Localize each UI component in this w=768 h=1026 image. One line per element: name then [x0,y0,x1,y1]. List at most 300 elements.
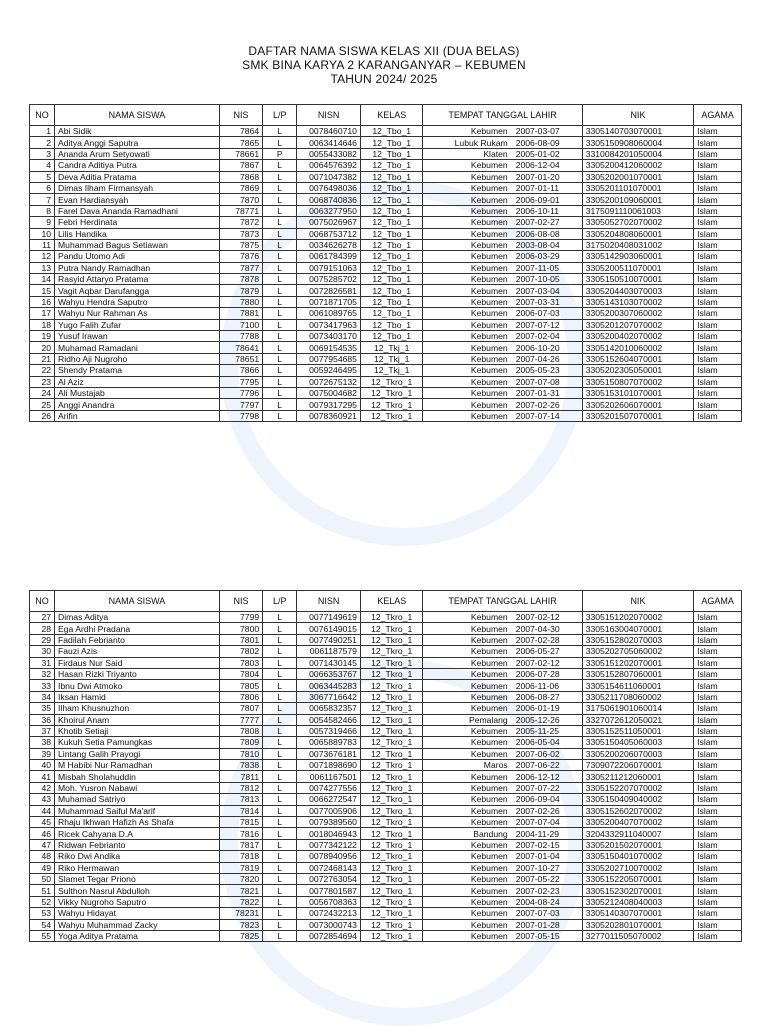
cell-no: 50 [30,873,55,884]
title-line-3: TAHUN 2024/ 2025 [330,72,438,86]
cell-nisn: 0064576392 [297,160,361,171]
cell-kelas: 12_Tbo_1 [360,182,423,193]
cell-nis: 7876 [219,251,262,262]
cell-lp: L [263,885,297,896]
cell-no: 51 [30,885,55,896]
cell-nama-siswa: Wahyu Nur Rahman As [55,308,220,319]
cell-tempat-lahir: Pemalang [423,714,512,725]
cell-nama-siswa: Muhamad Satriyo [55,794,220,805]
cell-lp: L [263,805,297,816]
cell-nis: 7796 [219,387,262,398]
cell-nik: 3305143103070002 [582,296,693,307]
cell-nik: 3305150510070001 [582,274,693,285]
cell-kelas: 12_Tkro_1 [360,691,423,702]
cell-nik: 3305140703070001 [582,126,693,137]
cell-nama-siswa: Ilham Khusnuzhon [55,703,220,714]
cell-nis: 7816 [219,828,262,839]
cell-no: 27 [30,612,55,623]
cell-nik: 3310084201050004 [582,148,693,159]
cell-lp: L [263,410,297,421]
cell-nisn: 0072468143 [297,862,361,873]
cell-lp: L [263,308,297,319]
cell-kelas: 12_Tbo_1 [360,228,423,239]
cell-nisn: 0065832357 [297,703,361,714]
cell-nik: 3305202001070001 [582,171,693,182]
cell-tempat-lahir: Kebumen [423,228,512,239]
cell-no: 55 [30,930,55,941]
col-no-header: NO [30,105,55,126]
cell-kelas: 12_Tkro_1 [360,851,423,862]
cell-lp: L [263,387,297,398]
cell-tempat-lahir: Kebumen [423,885,512,896]
cell-no: 11 [30,239,55,250]
table-row [30,342,742,353]
cell-agama: Islam [694,331,742,342]
cell-no: 9 [30,217,55,228]
cell-tempat-lahir: Kebumen [423,668,512,679]
col-lp-header: L/P [263,591,297,612]
cell-nik: 3305202606070001 [582,399,693,410]
cell-nama-siswa: Farel Dava Ananda Ramadhani [55,205,220,216]
table-row [30,262,742,273]
table-row [30,228,742,239]
cell-nama-siswa: Rasyid Attaryo Pratama [55,274,220,285]
cell-lp: L [263,714,297,725]
cell-tempat-lahir: Kebumen [423,782,512,793]
cell-nik: 3305153101070001 [582,387,693,398]
cell-nis: 7820 [219,873,262,884]
cell-nama-siswa: M Habibi Nur Ramadhan [55,760,220,771]
cell-tempat-lahir: Kebumen [423,873,512,884]
cell-kelas: 12_Tkro_1 [360,668,423,679]
cell-lp: L [263,896,297,907]
cell-agama: Islam [694,657,742,668]
cell-nis: 7808 [219,725,262,736]
cell-kelas: 12_Tkro_1 [360,930,423,941]
cell-nis: 7805 [219,680,262,691]
cell-no: 41 [30,771,55,782]
cell-agama: Islam [694,251,742,262]
cell-nama-siswa: Wahyu Muhammad Zacky [55,919,220,930]
col-kelas-header: KELAS [360,591,423,612]
student-table-2 [29,590,742,942]
table-row [30,410,742,421]
cell-agama: Islam [694,930,742,941]
cell-tanggal-lahir: 2007-01-20 [512,171,583,182]
cell-nama-siswa: Kukuh Setia Pamungkas [55,737,220,748]
cell-nama-siswa: Shendy Pratama [55,365,220,376]
cell-agama: Islam [694,274,742,285]
cell-nis: 7870 [219,194,262,205]
cell-nis: 78771 [219,205,262,216]
cell-nisn: 0077490251 [297,634,361,645]
cell-tanggal-lahir: 2004-11-29 [512,828,583,839]
cell-lp: L [263,862,297,873]
cell-nis: 7809 [219,737,262,748]
cell-tanggal-lahir: 2007-02-23 [512,885,583,896]
cell-agama: Islam [694,182,742,193]
cell-nama-siswa: Ali Mustajab [55,387,220,398]
table-header-row [30,591,742,612]
cell-tempat-lahir: Kebumen [423,160,512,171]
cell-nisn: 0074277556 [297,782,361,793]
cell-nik: 3305201502070001 [582,839,693,850]
cell-lp: L [263,262,297,273]
col-nama-siswa-header: NAMA SISWA [55,591,220,612]
cell-nisn: 0071047382 [297,171,361,182]
title-line-1: DAFTAR NAMA SISWA KELAS XII (DUA BELAS) [248,44,520,58]
cell-no: 49 [30,862,55,873]
cell-lp: L [263,817,297,828]
cell-lp: L [263,623,297,634]
cell-kelas: 12_Tbo_1 [360,319,423,330]
cell-kelas: 12_Tkro_1 [360,657,423,668]
cell-nisn: 0079317295 [297,399,361,410]
cell-no: 16 [30,296,55,307]
cell-lp: L [263,612,297,623]
cell-kelas: 12_Tbo_1 [360,262,423,273]
cell-lp: L [263,399,297,410]
cell-nama-siswa: Riko Hermawan [55,862,220,873]
cell-nama-siswa: Muhammad Saiful Ma'arif [55,805,220,816]
table-row [30,930,742,941]
cell-tempat-lahir: Kebumen [423,205,512,216]
cell-lp: L [263,376,297,387]
cell-nama-siswa: Ricek Cahyana D.A [55,828,220,839]
cell-tempat-lahir: Kebumen [423,862,512,873]
cell-nama-siswa: Febri Herdinata [55,217,220,228]
cell-tempat-lahir: Kebumen [423,308,512,319]
table-row [30,205,742,216]
cell-nik: 3305152802070003 [582,634,693,645]
cell-nama-siswa: Moh. Yusron Nabawi [55,782,220,793]
cell-lp: L [263,228,297,239]
table-row [30,182,742,193]
cell-nama-siswa: Wahyu Hidayat [55,908,220,919]
cell-tanggal-lahir: 2006-07-28 [512,668,583,679]
cell-kelas: 12_Tbo_1 [360,308,423,319]
cell-nama-siswa: Muhammad Bagus Setiawan [55,239,220,250]
cell-nis: 7811 [219,771,262,782]
cell-nik: 3175091110061003 [582,205,693,216]
cell-agama: Islam [694,668,742,679]
cell-tempat-lahir: Kebumen [423,331,512,342]
cell-tempat-lahir: Kebumen [423,691,512,702]
cell-agama: Islam [694,828,742,839]
table-row [30,782,742,793]
cell-nisn: 0068753712 [297,228,361,239]
cell-agama: Islam [694,160,742,171]
cell-nama-siswa: Iksan Hamid [55,691,220,702]
cell-lp: L [263,126,297,137]
cell-nisn: 0072763054 [297,873,361,884]
cell-tempat-lahir: Kebumen [423,399,512,410]
cell-nik: 3305204403070003 [582,285,693,296]
cell-nama-siswa: Ananda Arum Setyowati [55,148,220,159]
cell-nik: 3305212408040003 [582,896,693,907]
table-row [30,376,742,387]
cell-tanggal-lahir: 2006-05-27 [512,646,583,657]
cell-lp: L [263,160,297,171]
cell-nik: 3305154611060001 [582,680,693,691]
cell-tempat-lahir: Kebumen [423,817,512,828]
cell-lp: L [263,908,297,919]
cell-nik: 3277011505070002 [582,930,693,941]
cell-tanggal-lahir: 2007-01-11 [512,182,583,193]
table-row [30,623,742,634]
cell-tempat-lahir: Kebumen [423,737,512,748]
cell-no: 36 [30,714,55,725]
cell-kelas: 12_Tbo_1 [360,239,423,250]
cell-no: 17 [30,308,55,319]
cell-nik: 3305150409040002 [582,794,693,805]
cell-nis: 7819 [219,862,262,873]
cell-nisn: 0071430145 [297,657,361,668]
cell-no: 4 [30,160,55,171]
cell-nisn: 0072675132 [297,376,361,387]
cell-nama-siswa: Pandu Utomo Adi [55,251,220,262]
cell-nisn: 0066353767 [297,668,361,679]
cell-agama: Islam [694,217,742,228]
cell-lp: L [263,274,297,285]
cell-nisn: 0077954685 [297,353,361,364]
cell-nik: 3305140307070001 [582,908,693,919]
cell-agama: Islam [694,794,742,805]
cell-nisn: 0065889783 [297,737,361,748]
cell-tempat-lahir: Kebumen [423,680,512,691]
cell-no: 54 [30,919,55,930]
cell-tanggal-lahir: 2006-11-06 [512,680,583,691]
cell-kelas: 12_Tkj_1 [360,342,423,353]
cell-agama: Islam [694,308,742,319]
cell-kelas: 12_Tbo_1 [360,194,423,205]
cell-nisn: 0078940956 [297,851,361,862]
cell-tanggal-lahir: 2007-07-22 [512,782,583,793]
cell-nisn: 0076498036 [297,182,361,193]
cell-nis: 78651 [219,353,262,364]
cell-nis: 7872 [219,217,262,228]
cell-agama: Islam [694,896,742,907]
cell-tanggal-lahir: 2007-11-05 [512,262,583,273]
cell-tanggal-lahir: 2007-10-05 [512,274,583,285]
cell-no: 33 [30,680,55,691]
cell-lp: L [263,737,297,748]
cell-nis: 7818 [219,851,262,862]
cell-tanggal-lahir: 2007-01-04 [512,851,583,862]
cell-nik: 3305202801070001 [582,919,693,930]
cell-nisn: 0075004682 [297,387,361,398]
cell-tempat-lahir: Kebumen [423,930,512,941]
cell-kelas: 12_Tkro_1 [360,896,423,907]
col-lp-header: L/P [263,105,297,126]
cell-tempat-lahir: Kebumen [423,376,512,387]
cell-lp: L [263,646,297,657]
cell-tanggal-lahir: 2006-08-27 [512,691,583,702]
cell-nisn: 0066272547 [297,794,361,805]
cell-no: 22 [30,365,55,376]
cell-nama-siswa: Sulthon Nasrul Abdulloh [55,885,220,896]
table-row [30,703,742,714]
cell-tempat-lahir: Klaten [423,148,512,159]
cell-no: 42 [30,782,55,793]
cell-no: 34 [30,691,55,702]
cell-nama-siswa: Rhaju Ikhwan Hafizh As Shafa [55,817,220,828]
cell-nik: 7309072206070001 [582,760,693,771]
cell-agama: Islam [694,410,742,421]
cell-nik: 3305204808060001 [582,228,693,239]
cell-lp: L [263,760,297,771]
cell-tanggal-lahir: 2005-01-02 [512,148,583,159]
cell-tanggal-lahir: 2006-12-12 [512,771,583,782]
cell-agama: Islam [694,634,742,645]
cell-agama: Islam [694,725,742,736]
table-row [30,634,742,645]
cell-nisn: 0075026967 [297,217,361,228]
cell-agama: Islam [694,771,742,782]
cell-tanggal-lahir: 2007-02-12 [512,657,583,668]
cell-nisn: 0079389560 [297,817,361,828]
cell-agama: Islam [694,737,742,748]
cell-tempat-lahir: Kebumen [423,612,512,623]
table-row [30,737,742,748]
cell-nama-siswa: Ega Ardhi Pradana [55,623,220,634]
table-row [30,851,742,862]
cell-nis: 7799 [219,612,262,623]
cell-tanggal-lahir: 2007-05-22 [512,873,583,884]
cell-lp: L [263,680,297,691]
cell-lp: L [263,930,297,941]
cell-no: 52 [30,896,55,907]
cell-tempat-lahir: Kebumen [423,194,512,205]
cell-lp: L [263,296,297,307]
cell-kelas: 12_Tbo_1 [360,331,423,342]
cell-agama: Islam [694,817,742,828]
cell-no: 7 [30,194,55,205]
cell-lp: L [263,353,297,364]
cell-agama: Islam [694,623,742,634]
cell-no: 30 [30,646,55,657]
cell-nik: 3305150807070002 [582,376,693,387]
cell-kelas: 12_Tkro_1 [360,919,423,930]
cell-tanggal-lahir: 2003-08-04 [512,239,583,250]
cell-agama: Islam [694,262,742,273]
cell-agama: Islam [694,714,742,725]
cell-kelas: 12_Tkro_1 [360,387,423,398]
cell-nama-siswa: Muhamad Ramadani [55,342,220,353]
cell-no: 13 [30,262,55,273]
col-nama-siswa-header: NAMA SISWA [55,105,220,126]
table-row [30,908,742,919]
cell-kelas: 12_Tkro_1 [360,399,423,410]
title-line-2: SMK BINA KARYA 2 KARANGANYAR – KEBUMEN [242,58,526,72]
cell-agama: Islam [694,171,742,182]
table-row [30,137,742,148]
cell-nama-siswa: Putra Nandy Ramadhan [55,262,220,273]
cell-no: 32 [30,668,55,679]
cell-tanggal-lahir: 2007-03-04 [512,285,583,296]
cell-tanggal-lahir: 2007-04-30 [512,623,583,634]
cell-lp: L [263,182,297,193]
cell-tempat-lahir: Kebumen [423,171,512,182]
cell-nik: 3305200412060002 [582,160,693,171]
cell-nik: 3305151202070002 [582,612,693,623]
cell-no: 20 [30,342,55,353]
cell-tanggal-lahir: 2004-08-24 [512,896,583,907]
table-row [30,239,742,250]
cell-nama-siswa: Ridho Aji Nugroho [55,353,220,364]
cell-nis: 7814 [219,805,262,816]
cell-no: 19 [30,331,55,342]
cell-tempat-lahir: Kebumen [423,908,512,919]
cell-nama-siswa: Riko Dwi Andika [55,851,220,862]
cell-tanggal-lahir: 2007-07-12 [512,319,583,330]
cell-kelas: 12_Tkro_1 [360,612,423,623]
table-row [30,668,742,679]
cell-tanggal-lahir: 2006-09-04 [512,794,583,805]
cell-tempat-lahir: Kebumen [423,274,512,285]
cell-nik: 3305200407070002 [582,817,693,828]
cell-kelas: 12_Tkro_1 [360,805,423,816]
cell-kelas: 12_Tbo_1 [360,137,423,148]
cell-tempat-lahir: Lubuk Rukam [423,137,512,148]
cell-nama-siswa: Khotib Setiaji [55,725,220,736]
cell-no: 15 [30,285,55,296]
cell-agama: Islam [694,376,742,387]
cell-nik: 3305201207070002 [582,319,693,330]
cell-nama-siswa: Ibnu Dwi Atmoko [55,680,220,691]
cell-kelas: 12_Tbo_1 [360,251,423,262]
cell-lp: L [263,725,297,736]
cell-nis: 7815 [219,817,262,828]
cell-no: 10 [30,228,55,239]
col-no-header: NO [30,591,55,612]
table-row [30,646,742,657]
cell-nis: 7825 [219,930,262,941]
cell-tempat-lahir: Kebumen [423,410,512,421]
cell-nik: 3305202305050001 [582,365,693,376]
col-tempat-tanggal-lahir-header: TEMPAT TANGGAL LAHIR [423,105,582,126]
cell-tempat-lahir: Kebumen [423,657,512,668]
table-row [30,387,742,398]
cell-nik: 3305152207070002 [582,782,693,793]
table-row [30,862,742,873]
cell-nama-siswa: Slamet Tegar Priono [55,873,220,884]
cell-agama: Islam [694,885,742,896]
cell-nik: 3175020408031002 [582,239,693,250]
table-row [30,760,742,771]
cell-nis: 78231 [219,908,262,919]
cell-agama: Islam [694,612,742,623]
document-title [0,44,768,86]
cell-kelas: 12_Tkro_1 [360,760,423,771]
cell-tempat-lahir: Kebumen [423,919,512,930]
cell-agama: Islam [694,285,742,296]
cell-nisn: 0061089765 [297,308,361,319]
cell-nis: 7875 [219,239,262,250]
cell-no: 28 [30,623,55,634]
cell-nis: 78661 [219,148,262,159]
table-row [30,794,742,805]
table-row [30,285,742,296]
table-row [30,251,742,262]
cell-tanggal-lahir: 2007-04-26 [512,353,583,364]
table-row [30,331,742,342]
table-row [30,839,742,850]
cell-kelas: 12_Tbo_1 [360,285,423,296]
cell-nisn: 0071871705 [297,296,361,307]
cell-nisn: 0055433082 [297,148,361,159]
cell-nik: 3305150908060004 [582,137,693,148]
